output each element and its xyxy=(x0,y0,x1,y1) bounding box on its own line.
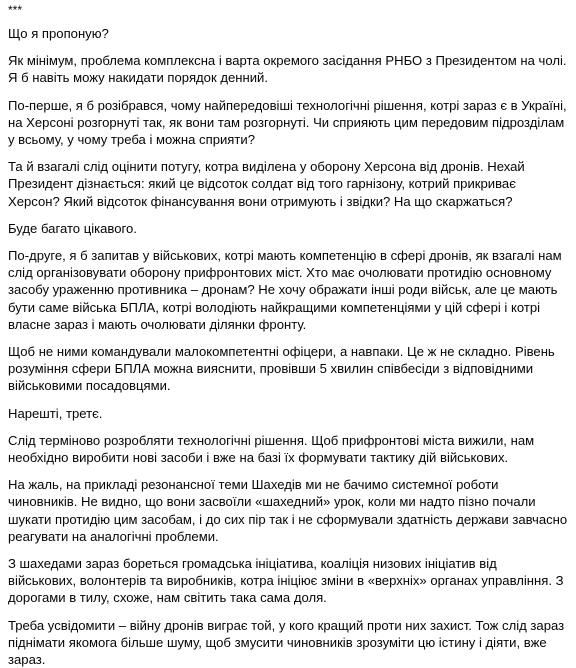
post-paragraph-conclusion: Треба усвідомити – війну дронів виграє той, у кого кращий проти них захист. Тож слід зараз піднімати якомога більше шуму, щоб змусити чиновників зрозуміти цю істину і діяти, вже зараз. xyxy=(8,617,565,668)
post-paragraph-question: Що я пропоную? xyxy=(8,26,109,41)
post-paragraph-third: Нарешті, третє. xyxy=(8,405,103,421)
post-paragraph-minimum: Як мінімум, проблема комплексна і варта окремого засідання РНБО з Президентом на чолі. Я б навіть можу накидати порядок денний. xyxy=(8,53,567,86)
post-paragraph-first: По-перше, я б розібрався, чому найпередовіші технологічні рішення, котрі зараз є в Україні, на Херсоні розгорнуті так, як вони там розгорнуті. Чи сприяють цим передовим підрозділам у всьому, у чому треба і можна сприяти? xyxy=(8,97,567,148)
post-paragraph-officers: Щоб не ними командували малокомпетентні офіцери, а навпаки. Це ж не складно. Рівень розуміння сфери БПЛА можна вияснити, провівши 5 хвилин співбесіди з відповідними військовими посадовцями. xyxy=(8,344,555,394)
post-paragraph-initiative: З шахедами зараз бореться громадська ініціатива, коаліція низових ініціатив від військових, волонтерів та виробників, котра ініціює зміни в «верхніх» органах управління. З дорогами в тилу, схоже, нам світить така сама доля. xyxy=(8,556,564,606)
post-paragraph-second: По-друге, я б запитав у військових, котрі мають компетенцію в сфері дронів, як взагалі нам слід організовувати оборону прифронтових міст. Хто має очолювати протидію основному засобу ураженню противника – дронам? Не хочу ображати інші роди військ, але це мають бути саме війська БПЛА, котрі володіють найкращими компетенціями у цій сфері і котрі власне зараз і мають очолювати ділянки фронту. xyxy=(8,248,562,332)
post-paragraph-assessment: Та й взагалі слід оцінити потугу, котра виділена у оборону Херсона від дронів. Нехай Президент дізнається: який це відсоток солдат від того гарнізону, котрий прикриває Херсон? Який відсоток фінансування вони отримують і звідки? На що скаржаться? xyxy=(8,159,525,209)
section-separator: *** xyxy=(8,3,23,17)
post-paragraph-interesting: Буде багато цікавого. xyxy=(8,220,137,236)
post-paragraph-shaheds: На жаль, на прикладі резонансної теми Шахедів ми не бачимо системної роботи чиновників. Не видно, що вони засвоїли «шахедний» урок, коли ми надто пізно почали шукати протидію цим засобам, і до сих пір так і не сформували здатність держави завчасно реагувати на аналогічні проблеми. xyxy=(8,477,568,544)
post-paragraph-technology: Слід терміново розробляти технологічні рішення. Щоб прифронтові міста вижили, нам необхідно виробити нові засоби і вже на базі їх формувати тактику дій військових. xyxy=(8,432,535,466)
